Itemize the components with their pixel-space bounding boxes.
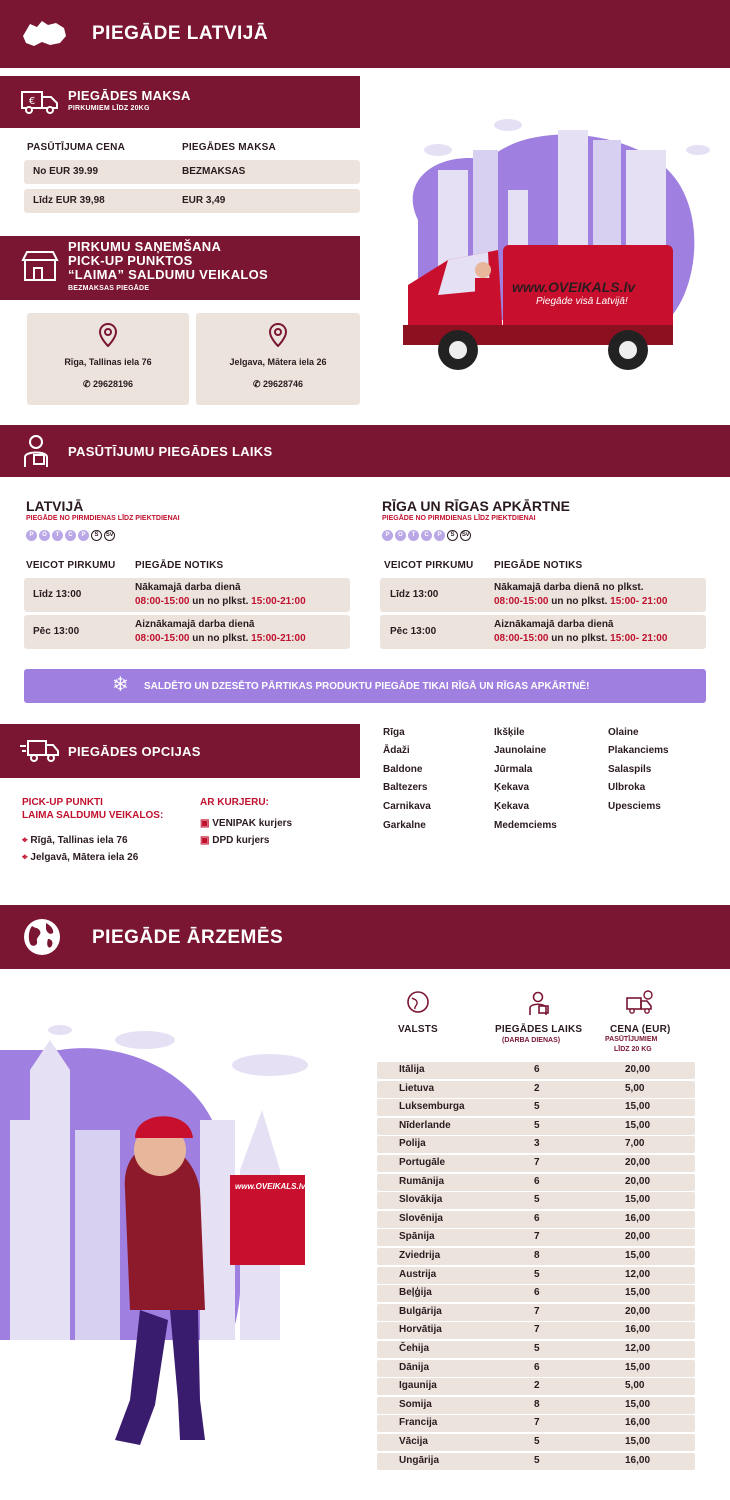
country-row [377, 1229, 695, 1246]
country-price: 7,00 [625, 1138, 645, 1150]
country-price: 15,00 [625, 1361, 651, 1373]
country-name: Igaunija [399, 1380, 437, 1392]
pickup-subtitle: BEZMAKSAS PIEGĀDE [68, 285, 150, 292]
delivery-van-illustration [378, 110, 718, 400]
cost-header [0, 76, 360, 128]
country-days: 6 [534, 1064, 540, 1075]
country-name: Horvātija [399, 1324, 442, 1336]
time-row [24, 578, 350, 612]
latvia-header [0, 0, 730, 68]
country-name: Polija [399, 1138, 426, 1150]
country-row [377, 1415, 695, 1432]
country-price: 16,00 [625, 1454, 651, 1466]
country-price: 20,00 [625, 1064, 651, 1075]
options-courier-item: ▣ VENIPAK kurjers [200, 818, 293, 829]
cost-row-price: Līdz EUR 39,98 [33, 195, 105, 206]
country-days: 3 [534, 1138, 540, 1150]
country-days: 7 [534, 1324, 540, 1336]
day-thu: C [421, 530, 432, 541]
latvia-map-icon [20, 18, 68, 50]
time-row-line2: 08:00-15:00 un no plkst. 15:00- 21:00 [494, 633, 668, 644]
time-row-line1: Aiznākamajā darba dienā [494, 619, 614, 630]
country-name: Somija [399, 1398, 432, 1410]
fast-truck-icon [20, 738, 60, 764]
country-name: Lietuva [399, 1082, 435, 1094]
country-name: Ungārija [399, 1454, 440, 1466]
store-card [27, 313, 189, 405]
truck-euro-icon [624, 990, 654, 1016]
box-brand: www.OVEIKALS.lv [235, 1182, 306, 1191]
time-row-when: Līdz 13:00 [33, 589, 82, 600]
country-price: 12,00 [625, 1343, 651, 1354]
country-name: Austrija [399, 1268, 437, 1280]
country-price: 5,00 [625, 1380, 645, 1392]
country-name: Portugāle [399, 1157, 446, 1168]
town-item: Upesciems [608, 801, 661, 812]
phone-icon: ✆ [82, 379, 93, 389]
country-name: Luksemburga [399, 1101, 465, 1113]
cost-row [24, 189, 360, 213]
town-item: Carnikava [383, 801, 431, 812]
store-phone-number: 29628196 [93, 379, 134, 389]
town-item: Ikšķile [494, 727, 525, 738]
weekday-dots [26, 530, 136, 544]
day-sat: S [91, 530, 102, 541]
day-fri: P [434, 530, 445, 541]
options-title: PIEGĀDES OPCIJAS [68, 744, 201, 759]
country-name: Nīderlande [399, 1119, 451, 1131]
pickup-header [0, 236, 360, 300]
country-days: 5 [534, 1343, 540, 1354]
country-name: Rumānija [399, 1175, 445, 1187]
day-tue: O [395, 530, 406, 541]
country-days: 5 [534, 1101, 540, 1113]
location-pin-icon [99, 323, 117, 347]
day-fri: P [78, 530, 89, 541]
town-item: Medemciems [494, 820, 557, 831]
country-row [377, 1397, 695, 1414]
country-days: 6 [534, 1212, 540, 1224]
country-row [377, 1304, 695, 1321]
abroad-col-country: VALSTS [398, 1024, 438, 1035]
store-card [196, 313, 360, 405]
country-price: 16,00 [625, 1324, 651, 1336]
country-days: 2 [534, 1380, 540, 1392]
courier-illustration [0, 1010, 345, 1480]
country-days: 7 [534, 1231, 540, 1243]
time-header [0, 425, 730, 477]
cost-row-fee: EUR 3,49 [182, 195, 226, 206]
country-row [377, 1211, 695, 1228]
country-price: 15,00 [625, 1436, 651, 1447]
country-row [377, 1136, 695, 1153]
country-price: 5,00 [625, 1082, 645, 1094]
country-price: 15,00 [625, 1101, 651, 1113]
day-wed: T [408, 530, 419, 541]
options-pickup-title: LAIMA SALDUMU VEIKALOS: [22, 810, 164, 821]
truck-euro-icon [20, 88, 60, 116]
options-header [0, 724, 360, 778]
pickup-line2: PICK-UP PUNKTOS [68, 253, 193, 268]
time-row-line2: 08:00-15:00 un no plkst. 15:00-21:00 [135, 633, 306, 644]
options-pickup-title: PICK-UP PUNKTI [22, 797, 103, 808]
day-mon: P [382, 530, 393, 541]
store-address: Rīga, Tallinas iela 76 [64, 357, 152, 367]
country-days: 7 [534, 1417, 540, 1429]
time-row-line1: Nākamajā darba dienā [135, 582, 241, 593]
cost-row-fee: BEZMAKSAS [182, 166, 246, 177]
town-item: Rīga [383, 727, 405, 738]
country-name: Vācija [399, 1436, 428, 1447]
day-thu: C [65, 530, 76, 541]
cost-subtitle: PIRKUMIEM LĪDZ 20KG [68, 105, 150, 112]
country-days: 6 [534, 1287, 540, 1299]
town-item: Ulbroka [608, 782, 646, 793]
frozen-notice [24, 669, 706, 703]
svg-text:€: € [28, 96, 36, 107]
day-mon: P [26, 530, 37, 541]
options-pickup-item: ⌖ Rīgā, Tallinas iela 76 [22, 835, 128, 846]
country-row [377, 1155, 695, 1172]
country-row [377, 1453, 695, 1470]
country-row [377, 1285, 695, 1302]
abroad-title: PIEGĀDE ĀRZEMĒS [92, 927, 284, 948]
abroad-col-price: CENA (EUR) [610, 1024, 671, 1035]
abroad-header [0, 905, 730, 969]
time-row-line2: 08:00-15:00 un no plkst. 15:00-21:00 [135, 596, 306, 607]
time-col-order: VEICOT PIRKUMU [26, 560, 116, 571]
country-days: 5 [534, 1454, 540, 1466]
time-riga-subtitle: PIEGĀDE NO PIRMDIENAS LĪDZ PIEKTDIENAI [382, 515, 536, 522]
store-phone-number: 29628746 [263, 379, 304, 389]
country-days: 5 [534, 1436, 540, 1447]
country-price: 15,00 [625, 1119, 651, 1131]
pickup-line3: “LAIMA” SALDUMU VEIKALOS [68, 267, 269, 282]
store-icon [20, 250, 60, 284]
cost-col-fee: PIEGĀDES MAKSA [182, 142, 276, 153]
country-row [377, 1062, 695, 1079]
town-item: Plakanciems [608, 745, 669, 756]
country-name: Beļģija [399, 1287, 432, 1299]
country-row [377, 1118, 695, 1135]
cost-title: PIEGĀDES MAKSA [68, 88, 191, 103]
location-pin-icon [269, 323, 287, 347]
day-sun: Sv [104, 530, 115, 541]
location-pin-icon: ⌖ [22, 852, 31, 863]
pickup-line1: PIRKUMU SAŅEMŠANA [68, 239, 222, 254]
country-price: 20,00 [625, 1231, 651, 1243]
cost-row-price: No EUR 39.99 [33, 166, 99, 177]
store-address: Jelgava, Mātera iela 26 [229, 357, 327, 367]
town-item: Garkalne [383, 820, 426, 831]
town-item: Salaspils [608, 764, 652, 775]
cost-row [24, 160, 360, 184]
country-days: 6 [534, 1175, 540, 1187]
town-item: Ķekava [494, 801, 530, 812]
time-col-order: VEICOT PIRKUMU [384, 560, 474, 571]
country-price: 15,00 [625, 1287, 651, 1299]
country-row [377, 1081, 695, 1098]
town-item: Ādaži [383, 745, 410, 756]
country-days: 5 [534, 1119, 540, 1131]
options-courier-title: AR KURJERU: [200, 797, 269, 808]
country-days: 8 [534, 1250, 540, 1261]
time-row-when: Pēc 13:00 [33, 626, 80, 637]
time-col-delivery: PIEGĀDE NOTIKS [494, 560, 583, 571]
country-name: Dānija [399, 1361, 430, 1373]
country-price: 20,00 [625, 1175, 651, 1187]
latvia-title: PIEGĀDE LATVIJĀ [92, 23, 269, 44]
country-name: Čehija [399, 1343, 430, 1354]
options-courier-item: ▣ DPD kurjers [200, 835, 270, 846]
day-sun: Sv [460, 530, 471, 541]
country-days: 2 [534, 1082, 540, 1094]
van-brand: www.OVEIKALS.lv [512, 279, 636, 295]
time-latvia-title: LATVIJĀ [26, 498, 84, 514]
store-phone[interactable] [27, 379, 189, 390]
globe-pin-icon [406, 990, 430, 1014]
country-row [377, 1341, 695, 1358]
country-row [377, 1378, 695, 1395]
country-days: 5 [534, 1194, 540, 1206]
country-days: 6 [534, 1361, 540, 1373]
country-row [377, 1099, 695, 1116]
location-pin-icon: ⌖ [22, 835, 31, 846]
day-tue: O [39, 530, 50, 541]
country-days: 8 [534, 1398, 540, 1410]
package-icon: ▣ [200, 818, 213, 829]
day-sat: S [447, 530, 458, 541]
town-item: Baldone [383, 764, 423, 775]
country-row [377, 1322, 695, 1339]
package-icon: ▣ [200, 835, 213, 846]
town-item: Ķekava [494, 782, 530, 793]
time-row [380, 615, 706, 649]
frozen-text: SALDĒTO UN DZESĒTO PĀRTIKAS PRODUKTU PIEGĀDE TIKAI RĪGĀ UN RĪGAS APKĀRTNĒ! [144, 681, 590, 692]
country-price: 12,00 [625, 1268, 651, 1280]
time-row-line1: Aiznākamajā darba dienā [135, 619, 255, 630]
courier-icon [20, 433, 56, 469]
country-row [377, 1360, 695, 1377]
abroad-col-price-sub: PASŪTĪJUMIEM [605, 1036, 658, 1043]
abroad-col-price-sub: LĪDZ 20 KG [614, 1046, 652, 1053]
time-row-line1: Nākamajā darba dienā no plkst. [494, 582, 644, 593]
country-name: Spānija [399, 1231, 435, 1243]
country-price: 16,00 [625, 1212, 651, 1224]
country-row [377, 1192, 695, 1209]
town-item: Baltezers [383, 782, 428, 793]
country-price: 16,00 [625, 1417, 651, 1429]
time-row-line2: 08:00-15:00 un no plkst. 15:00- 21:00 [494, 596, 668, 607]
courier-icon [527, 990, 553, 1016]
cost-col-price: PASŪTĪJUMA CENA [27, 142, 126, 153]
time-latvia-subtitle: PIEGĀDE NO PIRMDIENAS LĪDZ PIEKTDIENAI [26, 515, 180, 522]
country-name: Slovākija [399, 1194, 443, 1206]
country-price: 20,00 [625, 1157, 651, 1168]
town-item: Jaunolaine [494, 745, 547, 756]
options-pickup-item: ⌖ Jelgavā, Mātera iela 26 [22, 852, 139, 863]
time-row-when: Līdz 13:00 [390, 589, 439, 600]
time-row-when: Pēc 13:00 [390, 626, 437, 637]
country-row [377, 1248, 695, 1265]
globe-icon [22, 917, 62, 957]
time-row [24, 615, 350, 649]
abroad-col-time-sub: (DARBA DIENAS) [502, 1037, 561, 1044]
country-row [377, 1434, 695, 1451]
time-title: PASŪTĪJUMU PIEGĀDES LAIKS [68, 444, 273, 459]
country-row [377, 1174, 695, 1191]
country-name: Francija [399, 1417, 438, 1429]
country-days: 7 [534, 1157, 540, 1168]
country-days: 5 [534, 1268, 540, 1280]
country-name: Itālija [399, 1064, 425, 1075]
abroad-col-time: PIEGĀDES LAIKS [495, 1024, 583, 1035]
country-days: 7 [534, 1305, 540, 1317]
time-row [380, 578, 706, 612]
country-price: 20,00 [625, 1305, 651, 1317]
country-price: 15,00 [625, 1398, 651, 1410]
van-slogan: Piegāde visā Latvijā! [536, 296, 628, 307]
country-name: Bulgārija [399, 1305, 442, 1317]
country-price: 15,00 [625, 1250, 651, 1261]
time-col-delivery: PIEGĀDE NOTIKS [135, 560, 224, 571]
weekday-dots [382, 530, 492, 544]
phone-icon: ✆ [252, 379, 263, 389]
time-riga-title: RĪGA UN RĪGAS APKĀRTNE [382, 498, 570, 514]
country-row [377, 1267, 695, 1284]
store-phone[interactable] [196, 379, 360, 390]
country-price: 15,00 [625, 1194, 651, 1206]
country-name: Zviedrija [399, 1250, 441, 1261]
town-item: Jūrmala [494, 764, 533, 775]
day-wed: T [52, 530, 63, 541]
snowflake-icon: ❄ [112, 674, 129, 696]
town-item: Olaine [608, 727, 639, 738]
country-name: Slovēnija [399, 1212, 443, 1224]
